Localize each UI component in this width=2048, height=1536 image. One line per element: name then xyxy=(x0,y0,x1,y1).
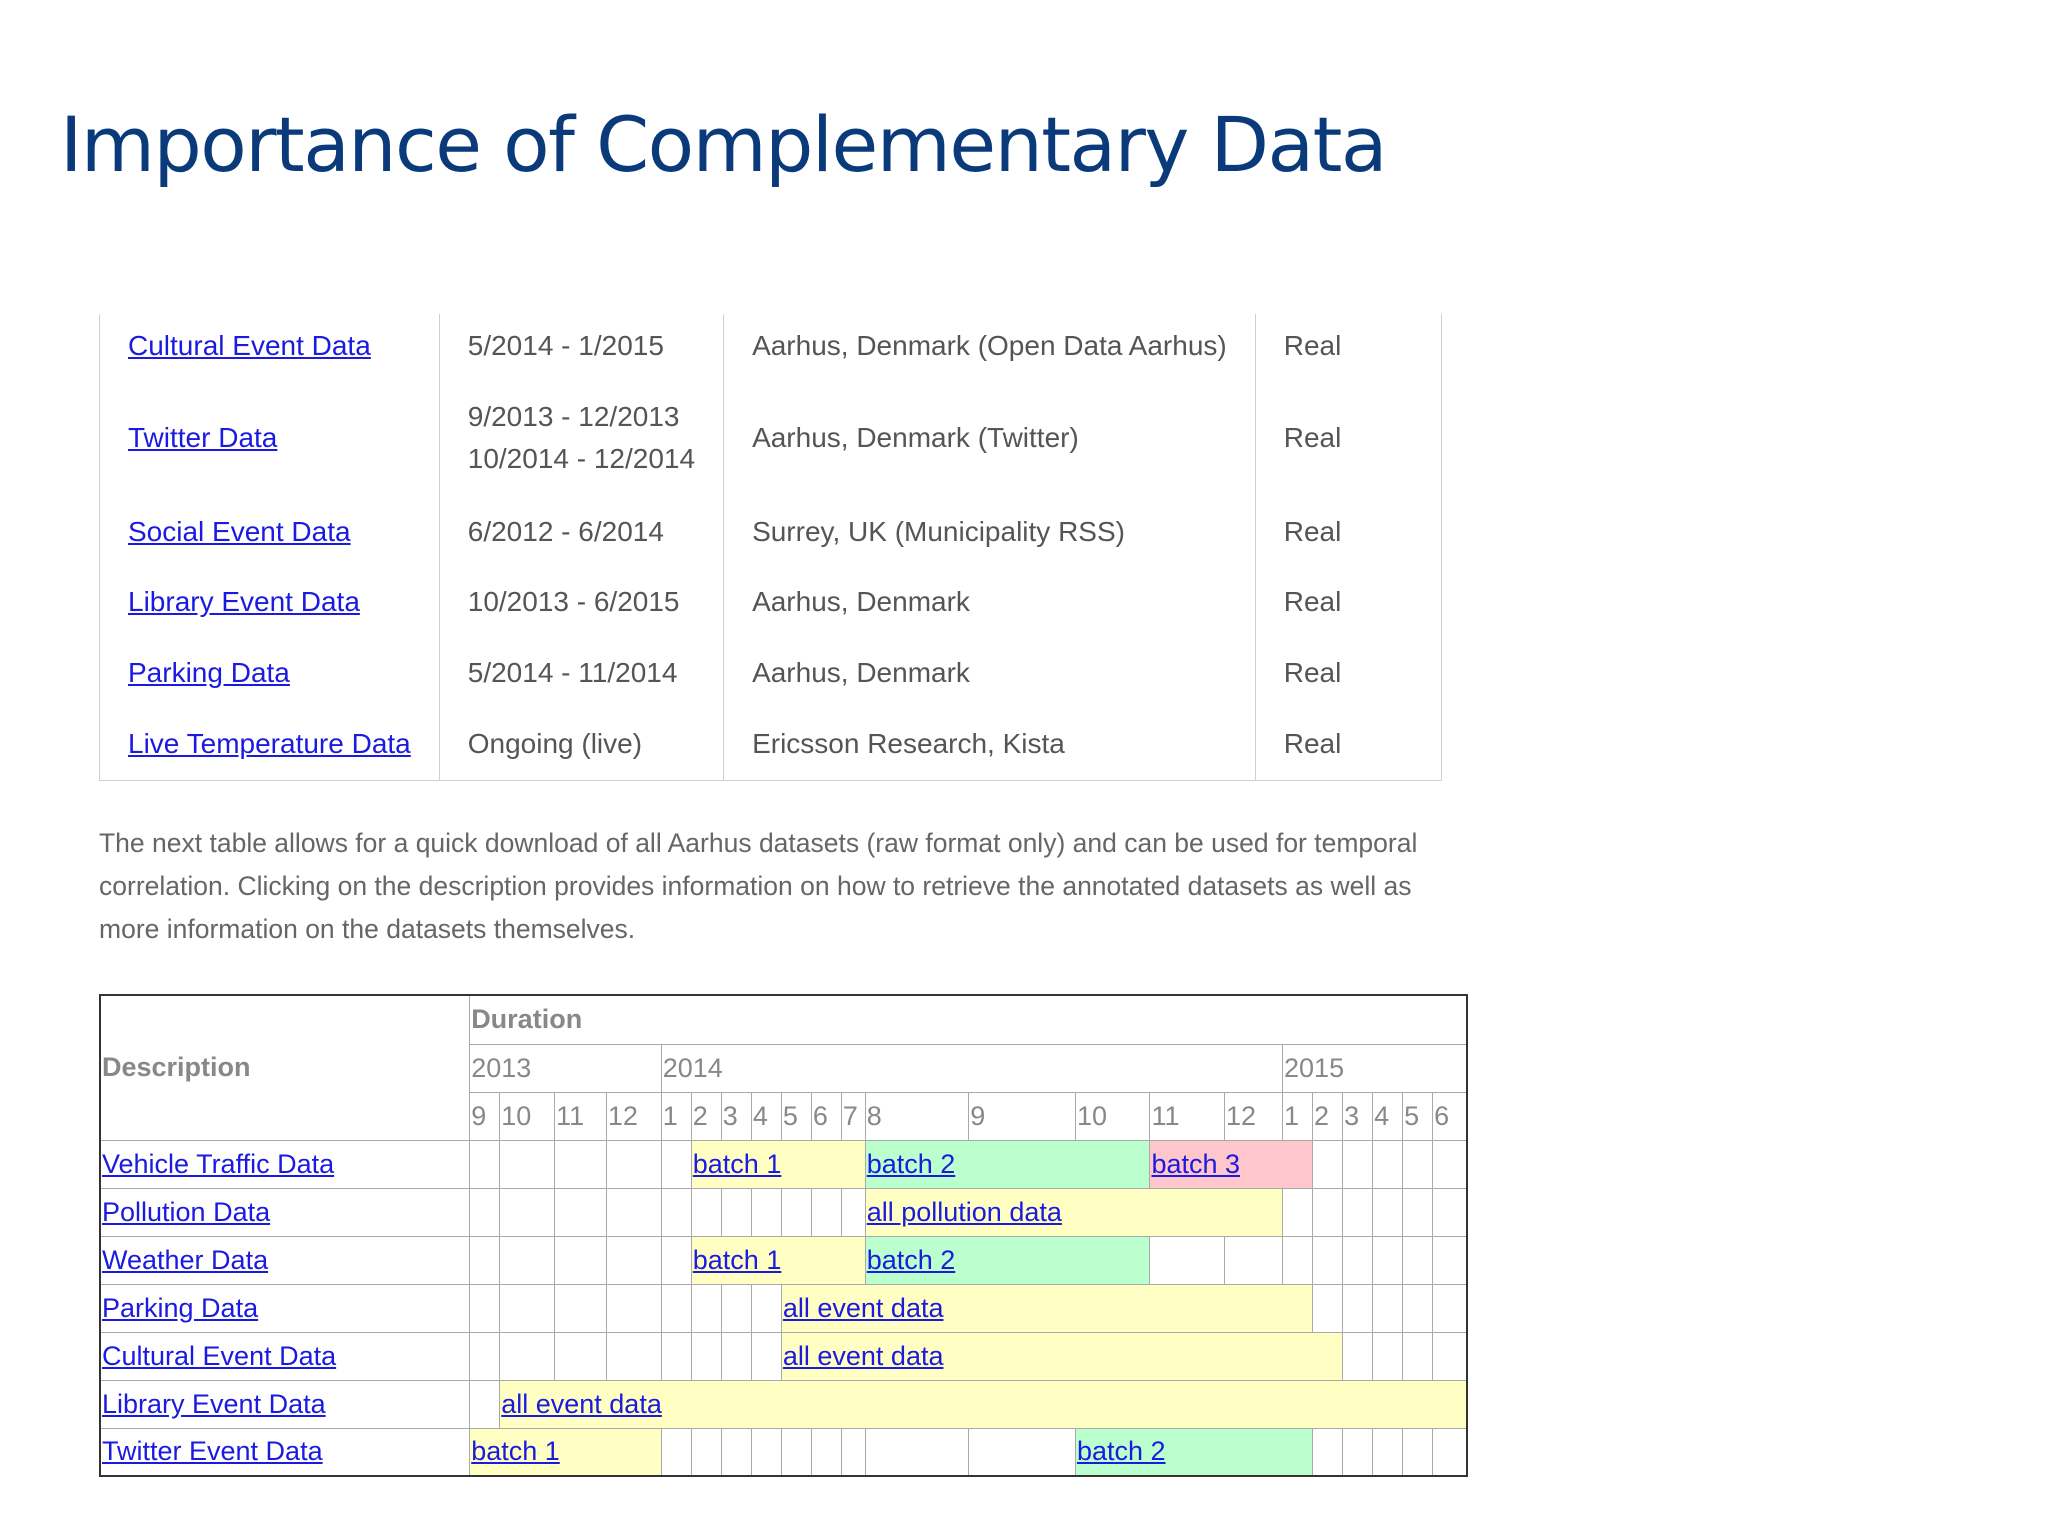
table-row xyxy=(100,1380,1467,1428)
empty-cell xyxy=(661,1188,691,1236)
batch-link[interactable]: all event data xyxy=(782,1340,944,1371)
empty-cell xyxy=(1403,1332,1433,1380)
empty-cell xyxy=(606,1140,661,1188)
empty-cell xyxy=(606,1332,661,1380)
empty-cell xyxy=(1403,1188,1433,1236)
location-cell: Aarhus, Denmark xyxy=(724,638,1256,708)
batch-cell xyxy=(1075,1428,1312,1476)
dataset-link[interactable]: Cultural Event Data xyxy=(102,1340,337,1371)
description-cell xyxy=(100,1188,470,1236)
empty-cell xyxy=(500,1236,555,1284)
batch-cell xyxy=(865,1188,1282,1236)
dataset-link[interactable]: Live Temperature Data xyxy=(128,727,411,759)
dataset-row xyxy=(100,708,1442,780)
period-text: Ongoing (live) xyxy=(467,727,643,759)
empty-cell xyxy=(555,1140,607,1188)
empty-cell xyxy=(691,1284,721,1332)
empty-cell xyxy=(1343,1428,1373,1476)
empty-cell xyxy=(721,1188,751,1236)
empty-cell xyxy=(1343,1188,1373,1236)
month-header: 6 xyxy=(811,1092,841,1140)
description-cell xyxy=(100,1140,470,1188)
empty-cell xyxy=(691,1428,721,1476)
empty-cell xyxy=(1433,1284,1467,1332)
dataset-link[interactable]: Parking Data xyxy=(128,657,290,688)
slide-title: Importance of Complementary Data xyxy=(60,100,1386,189)
empty-cell xyxy=(751,1428,781,1476)
month-header: 2 xyxy=(1313,1092,1343,1140)
dataset-row xyxy=(100,638,1442,708)
empty-cell xyxy=(470,1284,500,1332)
period-text: 10/2013 - 6/2015 xyxy=(467,586,680,617)
empty-cell xyxy=(661,1284,691,1332)
empty-cell xyxy=(811,1428,841,1476)
batch-cell xyxy=(781,1332,1342,1380)
empty-cell xyxy=(865,1428,969,1476)
empty-cell xyxy=(721,1428,751,1476)
empty-cell xyxy=(470,1140,500,1188)
month-header: 4 xyxy=(751,1092,781,1140)
batch-link[interactable]: batch 2 xyxy=(866,1244,956,1275)
table-row xyxy=(100,1236,1467,1284)
empty-cell xyxy=(500,1140,555,1188)
empty-cell xyxy=(500,1188,555,1236)
empty-cell xyxy=(781,1188,811,1236)
empty-cell xyxy=(969,1428,1076,1476)
dataset-link[interactable]: Twitter Data xyxy=(128,422,278,453)
month-header: 5 xyxy=(1403,1092,1433,1140)
batch-link[interactable]: batch 1 xyxy=(692,1148,782,1179)
type-cell: Real xyxy=(1255,498,1441,566)
empty-cell xyxy=(555,1236,607,1284)
table-row xyxy=(100,1428,1467,1476)
empty-cell xyxy=(1403,1236,1433,1284)
empty-cell xyxy=(1283,1188,1313,1236)
empty-cell xyxy=(1343,1284,1373,1332)
batch-link[interactable]: batch 3 xyxy=(1151,1148,1241,1179)
empty-cell xyxy=(1433,1332,1467,1380)
year-header: 2015 xyxy=(1283,1044,1467,1092)
empty-cell xyxy=(1403,1140,1433,1188)
empty-cell xyxy=(1433,1188,1467,1236)
empty-cell xyxy=(1373,1332,1403,1380)
empty-cell xyxy=(691,1332,721,1380)
duration-header: Duration xyxy=(470,995,1467,1044)
empty-cell xyxy=(470,1380,500,1428)
dataset-link[interactable]: Library Event Data xyxy=(102,1388,326,1419)
empty-cell xyxy=(751,1188,781,1236)
batch-cell xyxy=(691,1140,865,1188)
year-header: 2013 xyxy=(470,1044,662,1092)
empty-cell xyxy=(1373,1236,1403,1284)
dataset-row xyxy=(100,378,1442,498)
empty-cell xyxy=(751,1284,781,1332)
empty-cell xyxy=(721,1284,751,1332)
empty-cell xyxy=(721,1332,751,1380)
month-header: 9 xyxy=(969,1092,1076,1140)
batch-link[interactable]: batch 2 xyxy=(1076,1436,1166,1467)
year-header: 2014 xyxy=(661,1044,1282,1092)
empty-cell xyxy=(781,1428,811,1476)
type-cell: Real xyxy=(1255,566,1441,638)
batch-cell xyxy=(470,1428,662,1476)
empty-cell xyxy=(1373,1188,1403,1236)
empty-cell xyxy=(500,1332,555,1380)
dataset-row xyxy=(100,566,1442,638)
batch-link[interactable]: batch 1 xyxy=(692,1244,782,1275)
empty-cell xyxy=(606,1188,661,1236)
table-row xyxy=(100,1332,1467,1380)
type-cell: Real xyxy=(1255,708,1441,780)
empty-cell xyxy=(470,1188,500,1236)
empty-cell xyxy=(1373,1428,1403,1476)
dataset-link[interactable]: Vehicle Traffic Data xyxy=(102,1148,335,1179)
month-header: 4 xyxy=(1373,1092,1403,1140)
batch-cell xyxy=(865,1236,1150,1284)
location-cell: Surrey, UK (Municipality RSS) xyxy=(724,498,1256,566)
dataset-link[interactable]: Weather Data xyxy=(102,1244,269,1275)
table-row xyxy=(100,1188,1467,1236)
empty-cell xyxy=(661,1428,691,1476)
batch-cell xyxy=(691,1236,865,1284)
batch-cell xyxy=(500,1380,1467,1428)
description-cell xyxy=(100,1284,470,1332)
type-cell: Real xyxy=(1255,314,1441,378)
period-text: 9/2013 - 12/2013 xyxy=(467,401,680,432)
month-header: 10 xyxy=(1075,1092,1150,1140)
empty-cell xyxy=(1343,1332,1373,1380)
empty-cell xyxy=(1283,1236,1313,1284)
batch-link[interactable]: batch 1 xyxy=(471,1436,560,1467)
description-cell xyxy=(100,1332,470,1380)
empty-cell xyxy=(1343,1236,1373,1284)
empty-cell xyxy=(691,1188,721,1236)
batch-cell xyxy=(865,1140,1150,1188)
duration-table xyxy=(99,994,1468,1477)
datasets-table xyxy=(99,314,1442,781)
empty-cell xyxy=(1313,1428,1343,1476)
empty-cell xyxy=(751,1332,781,1380)
empty-cell xyxy=(606,1284,661,1332)
month-header: 1 xyxy=(1283,1092,1313,1140)
dataset-link[interactable]: Library Event Data xyxy=(128,586,360,617)
month-header: 11 xyxy=(1150,1092,1225,1140)
location-cell: Aarhus, Denmark (Open Data Aarhus) xyxy=(724,314,1256,378)
type-cell: Real xyxy=(1255,378,1441,498)
batch-cell xyxy=(781,1284,1312,1332)
empty-cell xyxy=(811,1188,841,1236)
dataset-link[interactable]: Twitter Event Data xyxy=(102,1436,323,1467)
description-cell xyxy=(100,1236,470,1284)
period-text: 6/2012 - 6/2014 xyxy=(467,516,664,547)
location-cell: Ericsson Research, Kista xyxy=(724,708,1256,780)
month-header: 8 xyxy=(865,1092,969,1140)
month-header: 7 xyxy=(841,1092,865,1140)
month-header: 12 xyxy=(606,1092,661,1140)
batch-link[interactable]: batch 2 xyxy=(866,1148,956,1179)
empty-cell xyxy=(1433,1140,1467,1188)
empty-cell xyxy=(1313,1188,1343,1236)
table-row xyxy=(100,1284,1467,1332)
empty-cell xyxy=(555,1284,607,1332)
empty-cell xyxy=(661,1236,691,1284)
description-paragraph: The next table allows for a quick download of all Aarhus datasets (raw format only) and can be used for temporal correlation. Clicking on the description provides information on how to retrieve the annotated datasets as well as more information on the datasets themselves. xyxy=(99,828,1418,944)
empty-cell xyxy=(661,1332,691,1380)
empty-cell xyxy=(1433,1428,1467,1476)
dataset-row xyxy=(100,498,1442,566)
month-header: 11 xyxy=(555,1092,607,1140)
empty-cell xyxy=(555,1332,607,1380)
empty-cell xyxy=(555,1188,607,1236)
empty-cell xyxy=(1343,1140,1373,1188)
empty-cell xyxy=(1313,1284,1343,1332)
batch-cell xyxy=(1150,1140,1313,1188)
empty-cell xyxy=(606,1236,661,1284)
month-header: 3 xyxy=(721,1092,751,1140)
dataset-link[interactable]: Pollution Data xyxy=(102,1196,271,1227)
description-cell xyxy=(100,1428,470,1476)
batch-link[interactable]: all event data xyxy=(501,1388,662,1419)
location-cell: Aarhus, Denmark xyxy=(724,566,1256,638)
empty-cell xyxy=(1225,1236,1283,1284)
empty-cell xyxy=(500,1284,555,1332)
empty-cell xyxy=(1373,1140,1403,1188)
dataset-link[interactable]: Social Event Data xyxy=(128,516,351,547)
dataset-link[interactable]: Parking Data xyxy=(102,1292,259,1323)
batch-link[interactable]: all event data xyxy=(782,1292,944,1323)
empty-cell xyxy=(1373,1284,1403,1332)
empty-cell xyxy=(1403,1284,1433,1332)
period-text: 5/2014 - 1/2015 xyxy=(467,330,664,361)
period-text: 10/2014 - 12/2014 xyxy=(467,443,696,474)
month-header: 6 xyxy=(1433,1092,1467,1140)
table-row xyxy=(100,1140,1467,1188)
empty-cell xyxy=(1403,1428,1433,1476)
batch-link[interactable]: all pollution data xyxy=(866,1196,1062,1227)
type-cell: Real xyxy=(1255,638,1441,708)
empty-cell xyxy=(841,1428,865,1476)
empty-cell xyxy=(1150,1236,1225,1284)
description-cell xyxy=(100,1380,470,1428)
dataset-link[interactable]: Cultural Event Data xyxy=(128,330,371,361)
header-row xyxy=(100,995,1467,1044)
period-text: 5/2014 - 11/2014 xyxy=(467,657,678,688)
month-header: 9 xyxy=(470,1092,500,1140)
empty-cell xyxy=(1433,1236,1467,1284)
dataset-row xyxy=(100,314,1442,378)
month-header: 12 xyxy=(1225,1092,1283,1140)
empty-cell xyxy=(1313,1140,1343,1188)
month-header: 2 xyxy=(691,1092,721,1140)
month-header: 10 xyxy=(500,1092,555,1140)
empty-cell xyxy=(470,1236,500,1284)
month-header: 1 xyxy=(661,1092,691,1140)
empty-cell xyxy=(1313,1236,1343,1284)
month-header: 3 xyxy=(1343,1092,1373,1140)
empty-cell xyxy=(841,1188,865,1236)
month-header: 5 xyxy=(781,1092,811,1140)
description-header: Description xyxy=(100,995,470,1140)
empty-cell xyxy=(661,1140,691,1188)
empty-cell xyxy=(470,1332,500,1380)
location-cell: Aarhus, Denmark (Twitter) xyxy=(724,378,1256,498)
